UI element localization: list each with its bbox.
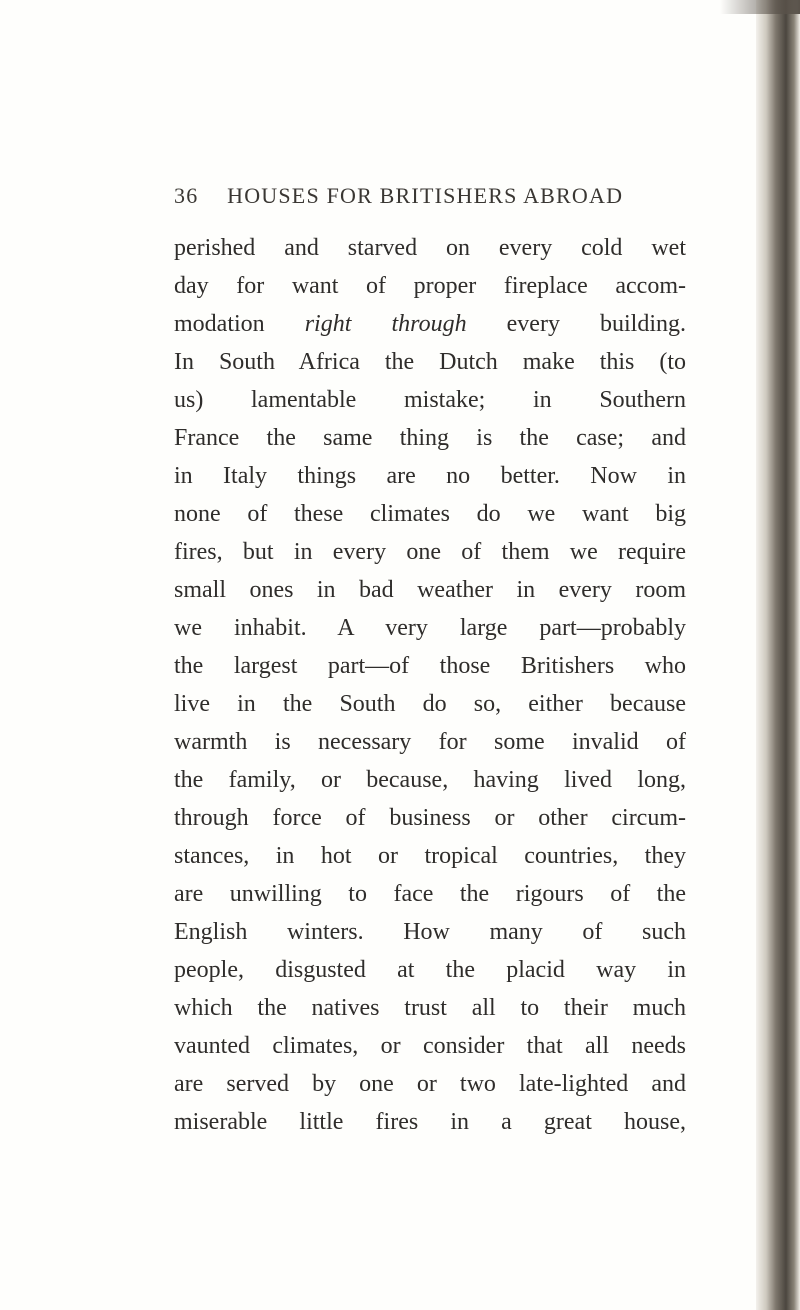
text-line-17: stances, in hot or tropical countries, they [174, 843, 686, 869]
text-line-4: In South Africa the Dutch make this (to [174, 349, 686, 375]
text-line-20: people, disgusted at the placid way in [174, 957, 686, 983]
text-line-14: warmth is necessary for some invalid of [174, 729, 686, 755]
text-line-15: the family, or because, having lived long, [174, 767, 686, 793]
text-line-8: none of these climates do we want big [174, 501, 686, 527]
text-line-6: France the same thing is the case; and [174, 425, 686, 451]
page-header [174, 183, 714, 213]
text-line-10: small ones in bad weather in every room [174, 577, 686, 603]
text-line-1: perished and starved on every cold wet [174, 235, 686, 261]
text-line-12: the largest part—of those Britishers who [174, 653, 686, 679]
text-line-23: are served by one or two late-lighted and [174, 1071, 686, 1097]
page-corner-shadow [720, 0, 800, 14]
page-number: 36 [174, 183, 199, 208]
text-line-22: vaunted climates, or consider that all needs [174, 1033, 686, 1059]
text-line-16: through force of business or other circum- [174, 805, 686, 831]
running-head: HOUSES FOR BRITISHERS ABROAD [227, 183, 624, 208]
emphasis-right-through: right through [304, 311, 467, 337]
body-text [174, 229, 686, 1141]
text-line-2: day for want of proper fireplace accom- [174, 273, 686, 299]
text-line-13: live in the South do so, either because [174, 691, 686, 717]
text-line-11: we inhabit. A very large part—probably [174, 615, 686, 641]
text-line-19: English winters. How many of such [174, 919, 686, 945]
text-line-5: us) lamentable mistake; in Southern [174, 387, 686, 413]
text-line-3 [174, 305, 686, 343]
page-edge-shadow [756, 0, 800, 1310]
text-line-9: fires, but in every one of them we require [174, 539, 686, 565]
text-line-21: which the natives trust all to their much [174, 995, 686, 1021]
text-line-18: are unwilling to face the rigours of the [174, 881, 686, 907]
text-line-3-end: every building. [506, 311, 686, 337]
text-line-7: in Italy things are no better. Now in [174, 463, 686, 489]
text-line-3-start: modation [174, 311, 265, 337]
text-line-24: miserable little fires in a great house, [174, 1109, 686, 1135]
